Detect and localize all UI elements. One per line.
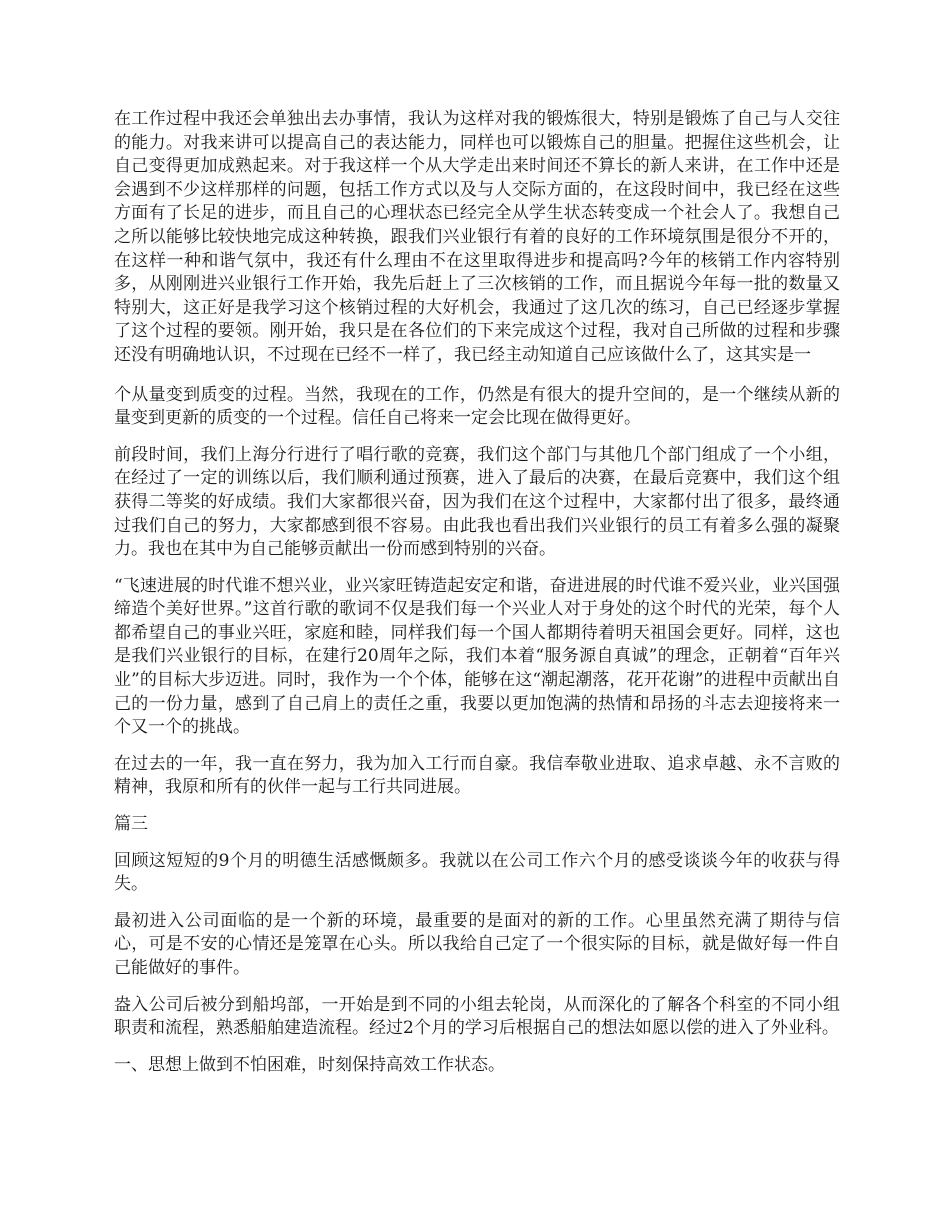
paragraph-singing-contest: 前段时间，我们上海分行进行了唱行歌的竞赛，我们这个部门与其他几个部门组成了一个小组，在经过了一定的训练以后，我们顺利通过预赛，进入了最后的决赛，在最后竞赛中，我们这个组获得二等奖的好成绩。我们大家都很兴奋，因为我们在这个过程中，大家都付出了很多，最终通过我们自己的努力，大家都感到很不容易。由此我也看出我们兴业银行的员工有着多么强的凝聚力。我也在其中为自己能够贡献出一份而感到特别的兴奋。 — [114, 444, 840, 560]
paragraph-new-environment: 最初进入公司面临的是一个新的环境，最重要的是面对的新的工作。心里虽然充满了期待与信心，可是不安的心情还是笼罩在心头。所以我给自己定了一个很实际的目标，就是做好每一件自己能做好的事件。 — [114, 910, 840, 978]
paragraph-song-lyrics: “飞速进展的时代谁不想兴业，业兴家旺铸造起安定和谐，奋进进展的时代谁不爱兴业，业兴国强缔造个美好世界。”这首行歌的歌词不仅是我们每一个兴业人对于身处的这个时代的光荣，每个人都希望自己的事业兴旺，家庭和睦，同样我们每一个国人都期待着明天祖国会更好。同样，这也是我们兴业银行的目标，在建行20周年之际，我们本着“服务源自真诚”的理念，正朝着“百年兴业”的目标大步迈进。同时，我作为一个个体，能够在这“潮起潮落，花开花谢”的进程中贡献出自己的一份力量，感到了自己肩上的责任之重，我要以更加饱满的热情和昂扬的斗志去迎接将来一个又一个的挑战。 — [114, 575, 840, 738]
paragraph-work-experience: 在工作过程中我还会单独出去办事情，我认为这样对我的锻炼很大，特别是锻炼了自己与人交往的能力。对我来讲可以提高自己的表达能力，同样也可以锻炼自己的胆量。把握住这些机会，让自己变得更加成熟起来。对于我这样一个从大学走出来时间还不算长的新人来讲，在工作中还是会遇到不少这样那样的问题，包括工作方式以及与人交际方面的，在这段时间中，我已经在这些方面有了长足的进步，而且自己的心理状态已经完全从学生状态转变成一个社会人了。我想自己之所以能够比较快地完成这种转换，跟我们兴业银行有着的良好的工作环境氛围是很分不开的，在这样一种和谐气氛中，我还有什么理由不在这里取得进步和提高吗?今年的核销工作内容特别多，从刚刚进兴业银行工作开始，我先后赶上了三次核销的工作，而且据说今年每一批的数量又特别大，这正好是我学习这个核销过程的大好机会，我通过了这几次的练习，自己已经逐步掌握了这个过程的要领。刚开始，我只是在各位们的下来完成这个过程，我对自己所做的过程和步骤还没有明确地认识，不过现在已经不一样了，我已经主动知道自己应该做什么了，这其实是一 — [114, 109, 840, 365]
paragraph-review: 回顾这短短的9个月的明德生活感慨颇多。我就以在公司工作六个月的感受谈谈今年的收获与得失。 — [114, 850, 840, 895]
paragraph-dock-department: 盎入公司后被分到船坞部，一开始是到不同的小组去轮岗，从而深化的了解各个科室的不同小组职责和流程，熟悉船舶建造流程。经过2个月的学习后根据自己的想法如愿以偿的进入了外业科。 — [114, 994, 840, 1039]
paragraph-quantitative-change: 个从量变到质变的过程。当然，我现在的工作，仍然是有很大的提升空间的，是一个继续从新的量变到更新的质变的一个过程。信任自己将来一定会比现在做得更好。 — [114, 384, 840, 429]
document-body — [114, 108, 840, 1090]
paragraph-point-one: 一、思想上做到不怕困难，时刻保持高效工作状态。 — [114, 1054, 505, 1075]
section-heading: 篇三 — [114, 814, 148, 835]
paragraph-past-year: 在过去的一年，我一直在努力，我为加入工行而自豪。我信奉敬业进取、追求卓越、永不言败的精神，我原和所有的伙伴一起与工行共同进展。 — [114, 753, 840, 798]
